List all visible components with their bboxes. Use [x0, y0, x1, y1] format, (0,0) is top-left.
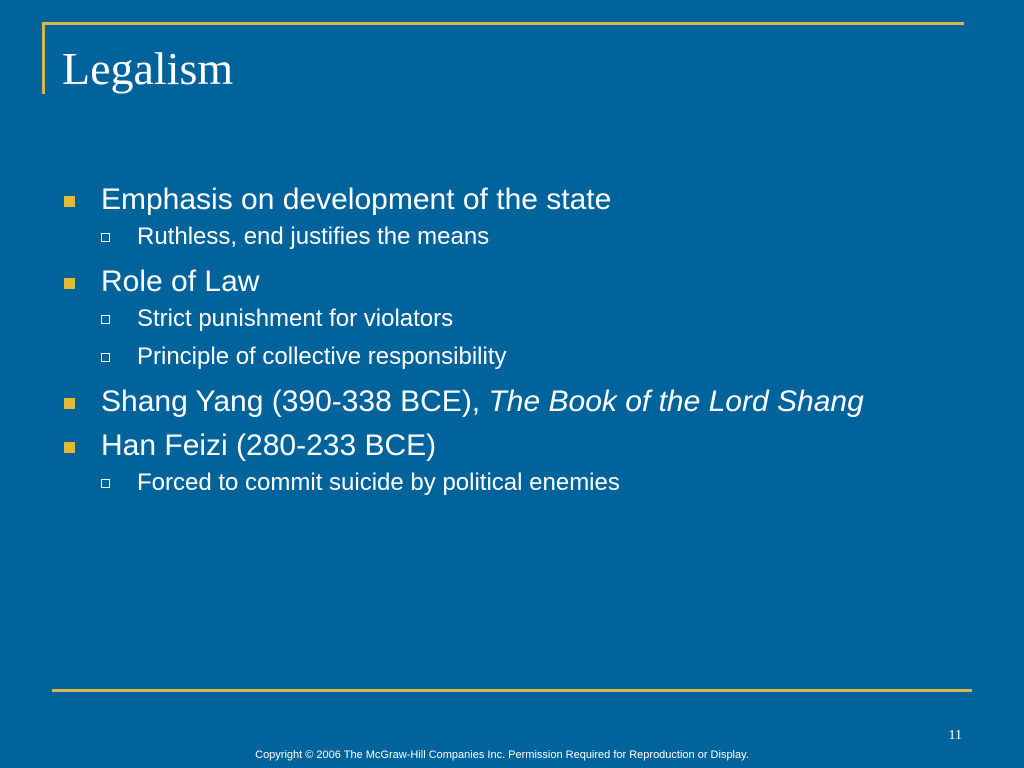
hollow-square-bullet-icon	[101, 353, 110, 362]
bullet-text: Han Feizi (280-233 BCE)	[101, 429, 437, 462]
slide-title: Legalism	[62, 43, 234, 94]
sub-bullet-text: Ruthless, end justifies the means	[137, 223, 490, 250]
sub-bullet-item	[62, 468, 962, 498]
copyright-notice: Copyright © 2006 The McGraw-Hill Companies Inc. Permission Required for Reproduction or Display.	[255, 749, 749, 761]
hollow-square-bullet-icon	[101, 315, 110, 324]
bullet-text: Emphasis on development of the state	[101, 183, 612, 216]
bullet-text: Role of Law	[101, 265, 260, 298]
square-bullet-icon	[64, 442, 75, 453]
sub-bullet-text: Forced to commit suicide by political enemies	[137, 469, 620, 496]
footer-rule	[52, 689, 972, 692]
sub-bullet-text: Strict punishment for violators	[137, 305, 454, 332]
bullet-item	[62, 182, 962, 218]
page-number: 11	[948, 728, 962, 743]
bullet-item	[62, 384, 962, 420]
square-bullet-icon	[64, 196, 75, 207]
title-frame-left-rule	[42, 22, 45, 94]
book-title-text: The Book of the Lord Shang	[488, 385, 864, 418]
sub-bullet-item	[62, 304, 962, 334]
bullet-list	[62, 182, 962, 510]
sub-bullet-text: Principle of collective responsibility	[137, 343, 507, 370]
sub-bullet-item	[62, 222, 962, 252]
sub-bullet-item	[62, 342, 962, 372]
bullet-item	[62, 428, 962, 464]
bullet-text: Shang Yang (390-338 BCE),	[101, 385, 489, 418]
square-bullet-icon	[64, 398, 75, 409]
hollow-square-bullet-icon	[101, 233, 110, 242]
square-bullet-icon	[64, 278, 75, 289]
hollow-square-bullet-icon	[101, 479, 110, 488]
title-frame-top-rule	[42, 22, 964, 25]
bullet-item	[62, 264, 962, 300]
